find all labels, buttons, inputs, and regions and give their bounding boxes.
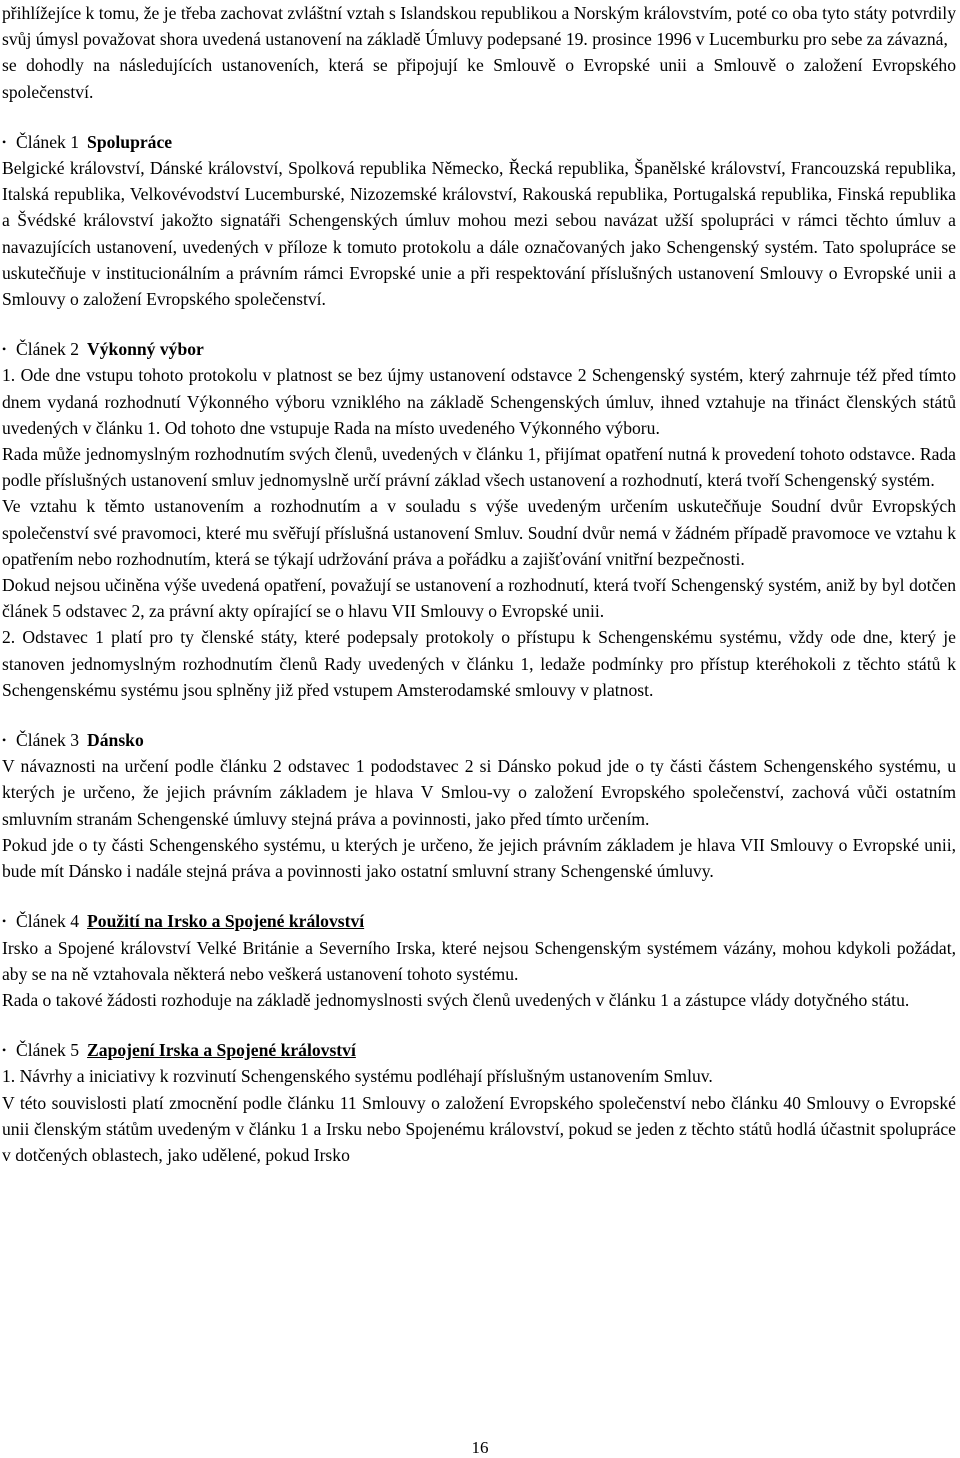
article-paragraph: 2. Odstavec 1 platí pro ty členské státy, které podepsaly protokoly o přístupu k Schengenskému systému, vždy ode dne, který je stanoven jednomyslným rozhodnutím členů Rady uvedených v článku 1, ledaže podmínky pro přístup kteréhokoli z těchto států k Schengenskému systému jsou splněny již před vstupem Amsterodamské smlouvy v platnost.	[2, 627, 956, 700]
article-heading	[2, 129, 956, 155]
bullet-icon: •	[2, 1043, 7, 1058]
intro-paragraph-2: se dohodly na následujících ustanoveních, která se připojují ke Smlouvě o Evropské unii a Smlouvě o založení Evropského společenství.	[2, 55, 956, 102]
article-5	[2, 1037, 956, 1168]
article-paragraph: Rada o takové žádosti rozhoduje na základě jednomyslnosti svých členů uvedených v článku 1 a zástupce vlády dotyčného státu.	[2, 989, 910, 1010]
article-heading	[2, 336, 956, 362]
page-number: 16	[471, 1438, 489, 1457]
bullet-icon: •	[2, 733, 7, 748]
spacer	[2, 703, 956, 727]
article-paragraph: Ve vztahu k těmto ustanovením a rozhodnutím a v souladu s výše uvedeným určením uskutečňuje Soudní dvůr Evropských společenství své pravomoci, které mu svěřují příslušná ustanovení Smluv. Soudní dvůr nemá v žádném případě pravomoce ve vztahu k opatřením nebo rozhodnutím, která se týkají udržování práva a pořádku a zajišťování vnitřní bezpečnosti.	[2, 496, 956, 569]
article-2	[2, 336, 956, 703]
article-title: Použití na Irsko a Spojené království	[87, 911, 365, 932]
document-page	[2, 0, 956, 1168]
spacer	[2, 1013, 956, 1037]
article-3	[2, 727, 956, 884]
article-paragraph: Irsko a Spojené království Velké Británie a Severního Irska, které nejsou Schengenským systémem vázány, mohou kdykoli požádat, aby se na ně vztahovala některá nebo veškerá ustanovení tohoto systému.	[2, 937, 956, 984]
bullet-icon: •	[2, 134, 7, 149]
article-label: Článek 5	[16, 1040, 80, 1061]
intro-paragraph-1: přihlížejíce k tomu, že je třeba zachovat zvláštní vztah s Islandskou republikou a Norským královstvím, poté co oba tyto státy potvrdily svůj úmysl považovat shora uvedená ustanovení na základě Úmluvy podepsané 19. prosince 1996 v Lucemburku pro sebe za závazná,	[2, 3, 956, 50]
article-title: Zapojení Irska a Spojené království	[87, 1040, 356, 1061]
article-title: Výkonný výbor	[87, 339, 204, 360]
article-label: Článek 3	[16, 730, 80, 751]
article-paragraph: V této souvislosti platí zmocnění podle článku 11 Smlouvy o založení Evropského společenství nebo článku 40 Smlouvy o Evropské unii členským státům uvedeným v článku 1 a Irsku nebo Spojenému království, pokud se jeden z těchto států hodlá účastnit spolupráce v dotčených oblastech, jako udělené, pokud Irsko	[2, 1092, 956, 1165]
article-paragraph: Pokud jde o ty části Schengenského systému, u kterých je určeno, že jejich právním základem je hlava VII Smlouvy o Evropské unii, bude mít Dánsko i nadále stejná práva a povinnosti jako ostatní smluvní strany Schengenské úmluvy.	[2, 834, 956, 882]
article-paragraph: Rada může jednomyslným rozhodnutím svých členů, uvedených v článku 1, přijímat opatření nutná k provedení tohoto odstavce. Rada podle příslušných ustanovení smluv jednomyslně určí právní základ všech ustanovení a rozhodnutí, která tvoří Schengenský systém.	[2, 444, 956, 491]
article-heading	[2, 908, 956, 934]
article-title: Spolupráce	[87, 131, 173, 152]
spacer	[2, 884, 956, 908]
article-paragraph: 1. Ode dne vstupu tohoto protokolu v platnost se bez újmy ustanovení odstavce 2 Schengenský systém, který zahrnuje též před tímto dnem vydaná rozhodnutí Výkonného výboru vzniklého na základě Schengenských úmluv, ihned vztahuje na třináct členských států uvedených v článku 1. Od tohoto dne vstupuje Rada na místo uvedeného Výkonného výboru.	[2, 365, 956, 438]
article-paragraph: V návaznosti na určení podle článku 2 odstavec 1 pododstavec 2 si Dánsko pokud jde o ty části částem Schengenského systému, u kterých je určeno, že jejich právním základem je hlava V Smlou-vy o založení Evropského společenství, zachová vůči ostatním smluvním stranám Schengenské úmluvy stejná práva a povinnosti, jako před tímto určením.	[2, 756, 956, 829]
bullet-icon: •	[2, 914, 7, 929]
article-title: Dánsko	[87, 730, 144, 751]
spacer	[2, 105, 956, 129]
article-paragraph: Dokud nejsou učiněna výše uvedená opatření, považují se ustanovení a rozhodnutí, která tvoří Schengenský systém, aniž by byl dotčen článek 5 odstavec 2, za právní akty opírající se o hlavu VII Smlouvy o Evropské unii.	[2, 575, 956, 622]
article-heading	[2, 727, 956, 753]
article-label: Článek 1	[16, 131, 80, 152]
article-4	[2, 908, 956, 1013]
article-heading	[2, 1037, 956, 1063]
article-label: Článek 2	[16, 339, 80, 360]
article-paragraph: 1. Návrhy a iniciativy k rozvinutí Schengenského systému podléhají příslušným ustanovením Smluv.	[2, 1066, 713, 1087]
article-label: Článek 4	[16, 911, 80, 932]
spacer	[2, 312, 956, 336]
article-1	[2, 129, 956, 312]
article-paragraph: Belgické království, Dánské království, Spolková republika Německo, Řecká republika, Španělské království, Francouzská republika, Italská republika, Velkovévodství Lucemburské, Nizozemské království, Rakouská republika, Portugalská republika, Finská republika a Švédské království jakožto signatáři Schengenských úmluv mohou mezi sebou navázat užší spolupráci v rámci těchto úmluv a navazujících ustanovení, uvedených v příloze k tomuto protokolu a dále označovaných jako Schengenský systém. Tato spolupráce se uskutečňuje v institucionálním a právním rámci Evropské unie a při respektování příslušných ustanovení Smlouvy o Evropské unii a Smlouvy o založení Evropského společenství.	[2, 158, 956, 310]
bullet-icon: •	[2, 342, 7, 357]
